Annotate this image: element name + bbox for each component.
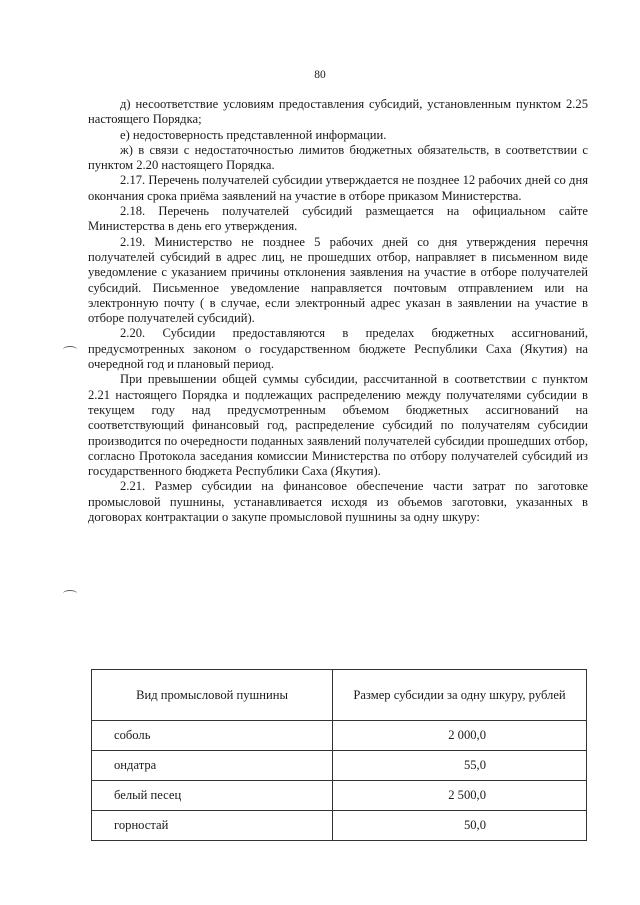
paragraph-d: д) несоответствие условиям предоставления субсидий, установленным пунктом 2.25 настоящего Порядка; (88, 97, 588, 127)
paragraph-2-19: 2.19. Министерство не позднее 5 рабочих дней со дня утверждения перечня получателей субсидий в адрес лиц, не прошедших отбор, направляет в письменном виде уведомление с указанием причины отклонения заявления на участие в отборе получателей субсидий. Письменное уведомление направляется почтовым отправлением или на электронную почту ( в случае, если электронный адрес указан в заявлении на участие в отборе получателей субсидий). (88, 234, 588, 326)
paragraph-zh: ж) в связи с недостаточностью лимитов бюджетных обязательств, в соответствии с пунктом 2.20 настоящего Порядка. (88, 142, 588, 173)
page-number: 80 (314, 69, 326, 81)
subsidy-amount: 2 500,0 (333, 781, 587, 811)
subsidy-table (91, 669, 587, 841)
fur-name: соболь (92, 721, 333, 751)
header-subsidy-amount: Размер субсидии за одну шкуру, рублей (333, 670, 587, 721)
subsidy-amount: 50,0 (333, 811, 587, 841)
fur-name: горностай (92, 811, 333, 841)
table-row (92, 721, 587, 751)
table-row (92, 781, 587, 811)
paragraph-2-20: 2.20. Субсидии предоставляются в пределах бюджетных ассигнований, предусмотренных законом о государственном бюджете Республики Саха (Якутия) на очередной год и плановый период. (88, 326, 588, 372)
margin-mark (63, 346, 77, 353)
subsidy-amount: 55,0 (333, 751, 587, 781)
table-row (92, 751, 587, 781)
header-fur-type: Вид промысловой пушнины (92, 670, 333, 721)
paragraph-2-17: 2.17. Перечень получателей субсидии утверждается не позднее 12 рабочих дней со дня окончания срока приёма заявлений на участие в отборе приказом Министерства. (88, 173, 588, 203)
paragraph-excess: При превышении общей суммы субсидии, рассчитанной в соответствии с пунктом 2.21 настоящего Порядка и подлежащих распределению между получателями субсидии в текущем году над предусмотренным объемом бюджетных ассигнований на соответствующий финансовый год, распределение субсидий по получателям субсидии производится по очередности поданных заявлений получателей субсидии прошедших отбор, согласно Протокола заседания комиссии Министерства по отбору получателей субсидий из государственного бюджета Республики Саха (Якутия). (88, 372, 588, 479)
table-row (92, 811, 587, 841)
fur-name: белый песец (92, 781, 333, 811)
table-header-row (92, 670, 587, 721)
subsidy-amount: 2 000,0 (333, 721, 587, 751)
margin-mark (63, 590, 77, 597)
paragraph-2-18: 2.18. Перечень получателей субсидий размещается на официальном сайте Министерства в день его утверждения. (88, 204, 588, 234)
document-body (88, 97, 588, 525)
paragraph-2-21: 2.21. Размер субсидии на финансовое обеспечение части затрат по заготовке промысловой пушнины, устанавливается исходя из объемов заготовки, указанных в договорах контрактации о закупе промысловой пушнины за одну шкуру: (88, 479, 588, 525)
paragraph-e: е) недостоверность представленной информации. (120, 127, 387, 142)
fur-name: ондатра (92, 751, 333, 781)
